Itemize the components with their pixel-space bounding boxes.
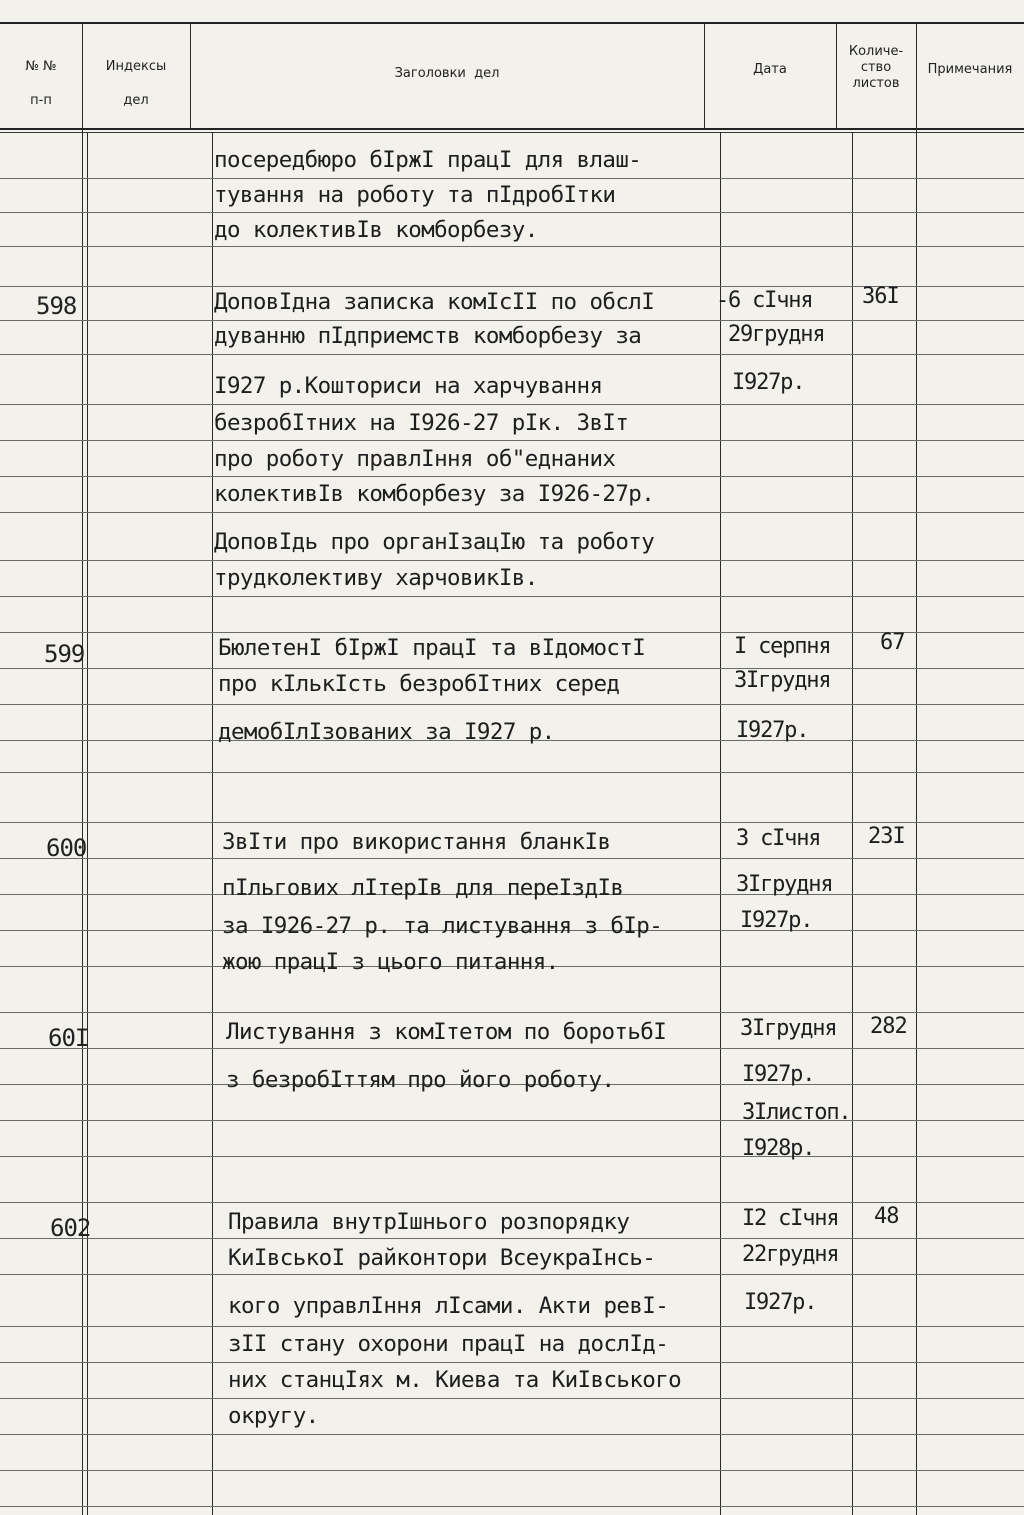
table-top-border bbox=[0, 22, 1024, 24]
col-rule-2 bbox=[212, 132, 213, 1515]
header-bottom-border-2 bbox=[0, 132, 1024, 133]
entry-title-line: дуванню пIдприемств комборбезу за bbox=[214, 323, 642, 349]
entry-title-line: кого управлIння лIсами. Акти ревI- bbox=[228, 1293, 669, 1319]
entry-number: 60I bbox=[48, 1024, 89, 1052]
entry-number: 598 bbox=[36, 292, 77, 320]
entry-count: 67 bbox=[880, 630, 905, 655]
col-rule-3 bbox=[720, 132, 721, 1515]
entry-title-line: КиIвськоI райконтори ВсеукраIнсь- bbox=[228, 1245, 656, 1271]
entry-date-line: I927р. bbox=[742, 1062, 815, 1087]
ruling-line bbox=[0, 1012, 1024, 1013]
header-count: Количе- ство листов bbox=[848, 44, 904, 91]
entry-date-line: I927р. bbox=[740, 908, 813, 933]
ruling-line bbox=[0, 1156, 1024, 1157]
col-rule-2-header bbox=[190, 24, 191, 130]
entry-title-line: ЗвIти про використання бланкIв bbox=[222, 829, 611, 855]
entry-title-line: колективIв комборбезу за I926-27р. bbox=[214, 481, 655, 507]
entry-number: 599 bbox=[44, 640, 85, 668]
entry-number: 602 bbox=[50, 1214, 91, 1242]
entry-date-line: I927р. bbox=[732, 370, 805, 395]
col-rule-4 bbox=[852, 132, 853, 1515]
entry-date-line: 3Iгрудня bbox=[734, 668, 831, 693]
entry-title-line: демобIлIзованих за I927 р. bbox=[218, 719, 555, 745]
entry-title-line: тування на роботу та пIдробIтки bbox=[214, 182, 616, 208]
header-date: Дата bbox=[753, 62, 787, 77]
entry-title-line: трудколективу харчовикIв. bbox=[214, 565, 538, 591]
entry-title-line: них станцIях м. Киева та КиIвського bbox=[228, 1367, 682, 1393]
entry-number: 600 bbox=[46, 834, 87, 862]
entry-title-line: до колективIв комборбезу. bbox=[214, 217, 538, 243]
entry-count: 282 bbox=[870, 1014, 907, 1039]
entry-count: 23I bbox=[868, 824, 905, 849]
col-rule-1b bbox=[87, 132, 88, 1515]
header-num: № № п-п bbox=[25, 59, 57, 108]
entry-date-line: I2 сIчня bbox=[742, 1206, 839, 1231]
entry-date-line: -6 сIчня bbox=[716, 288, 813, 313]
ruling-line bbox=[0, 1470, 1024, 1471]
entry-title-line: безробIтних на I926-27 рIк. ЗвIт bbox=[214, 410, 629, 436]
entry-title-line: посередбюро бIржI працI для влаш- bbox=[214, 147, 642, 173]
entry-title-line: про роботу правлIння об"еднаних bbox=[214, 446, 616, 472]
entry-date-line: I серпня bbox=[734, 634, 831, 659]
entry-date-line: I927р. bbox=[736, 718, 809, 743]
entry-date-line: 22грудня bbox=[742, 1242, 839, 1267]
entry-title-line: БюлетенI бIржI працI та вIдомостI bbox=[218, 635, 646, 661]
entry-count: 48 bbox=[874, 1204, 899, 1229]
ruling-line bbox=[0, 704, 1024, 705]
entry-date-line: 3Iгрудня bbox=[740, 1016, 837, 1041]
header-title: Заголовки дел bbox=[394, 66, 500, 81]
entry-title-line: ДоповIдна записка комIсII по обслI bbox=[214, 289, 655, 315]
col-rule-1 bbox=[82, 24, 83, 1515]
entry-date-line: I928р. bbox=[742, 1136, 815, 1161]
entry-title-line: ДоповIдь про органIзацIю та роботу bbox=[214, 529, 655, 555]
entry-title-line: жою працI з цього питання. bbox=[222, 949, 559, 975]
entry-title-line: округу. bbox=[228, 1403, 319, 1429]
entry-title-line: зII стану охорони працI на дослIд- bbox=[228, 1331, 669, 1357]
ruling-line bbox=[0, 822, 1024, 823]
ruling-line bbox=[0, 1506, 1024, 1507]
entry-date-line: 3Iлистоп. bbox=[742, 1100, 851, 1125]
entry-date-line: 3 сIчня bbox=[736, 826, 821, 851]
ruling-line bbox=[0, 1434, 1024, 1435]
header-bottom-border bbox=[0, 128, 1024, 130]
entry-title-line: про кIлькIсть безробIтних серед bbox=[218, 671, 620, 697]
ruling-line bbox=[0, 772, 1024, 773]
ruling-line bbox=[0, 1120, 1024, 1121]
entry-title-line: Листування з комIтетом по боротьбI bbox=[226, 1019, 667, 1045]
entry-date-line: 3Iгрудня bbox=[736, 872, 833, 897]
ruling-line bbox=[0, 1202, 1024, 1203]
entry-date-line: I927р. bbox=[744, 1290, 817, 1315]
header-notes: Примечания bbox=[927, 62, 1013, 77]
col-rule-5 bbox=[916, 24, 917, 1515]
entry-date-line: 29грудня bbox=[728, 322, 825, 347]
entry-title-line: I927 р.Кошториси на харчування bbox=[214, 373, 603, 399]
entry-title-line: Правила внутрIшнього розпорядку bbox=[228, 1209, 630, 1235]
entry-title-line: за I926-27 р. та листування з бIр- bbox=[222, 913, 663, 939]
entry-title-line: пIльгових лIтерIв для переIздIв bbox=[222, 875, 624, 901]
entry-count: 36I bbox=[862, 284, 899, 309]
entry-title-line: з безробIттям про його роботу. bbox=[226, 1067, 615, 1093]
header-index: Индексы дел bbox=[105, 59, 167, 108]
col-rule-3-header bbox=[704, 24, 705, 130]
